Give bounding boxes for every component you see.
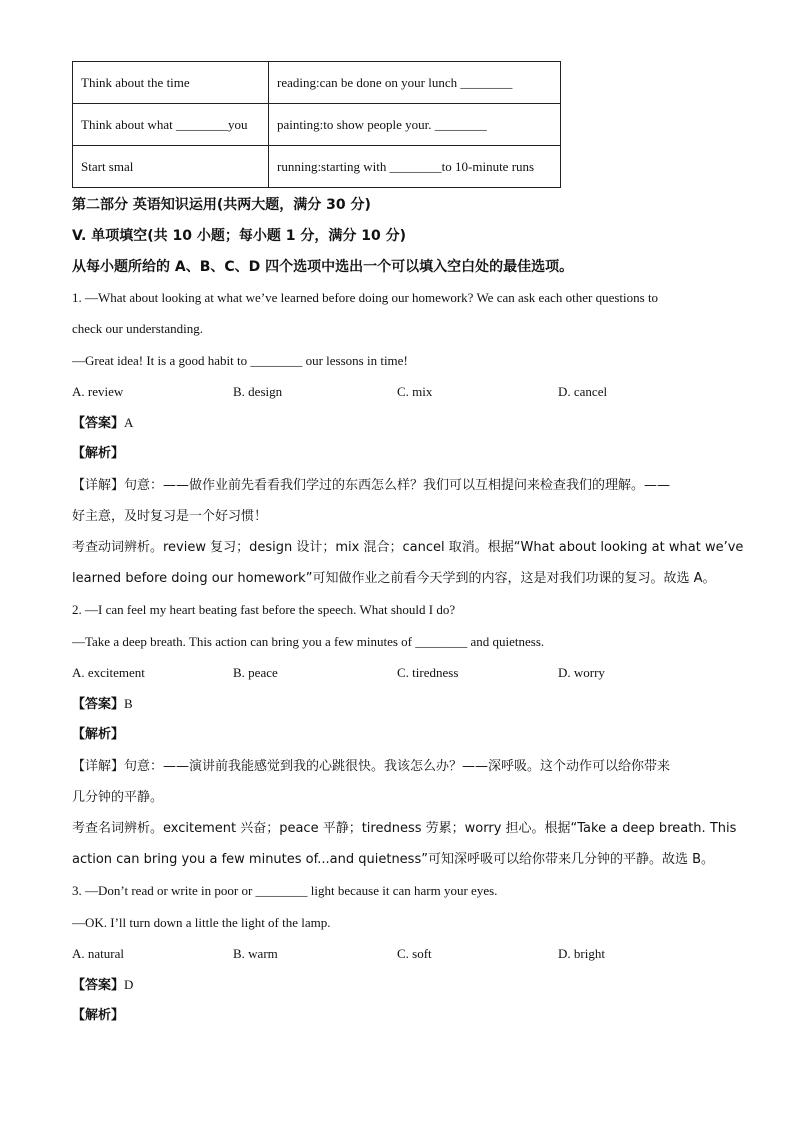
detail-text: 【详解】句意：——演讲前我能感觉到我的心跳很快。我该怎么办？——深呼吸。这个动作可以给你带来 [72,759,671,774]
table-cell: Think about what ________you [73,104,269,146]
detail-text: 好主意，及时复习是一个好习惯！ [72,509,268,524]
option: C. soft [397,946,432,961]
table-cell: Think about the time [73,62,269,104]
part-heading: V. 单项填空(共 10 小题；每小题 1 分，满分 10 分) [72,228,406,244]
option: D. worry [558,665,605,680]
option: A. review [72,384,124,399]
detail-text: learned before doing our homework”可知做作业之前看今天学到的内容，这是对我们功课的复习。故选 A。 [72,571,716,586]
table-cell: painting:to show people your. ________ [269,104,561,146]
detail-text: 几分钟的平静。 [72,790,164,805]
detail-text: 【详解】句意：——做作业前先看看我们学过的东西怎么样？我们可以互相提问来检查我们的理解。—— [72,478,671,493]
answer-label: 【答案】 [72,978,125,993]
table-cell: reading:can be done on your lunch ________ [269,62,561,104]
question-text: 1. —What about looking at what we’ve learned before doing our homework? We can ask each other questions to [72,290,659,305]
question-text: check our understanding. [72,321,204,336]
option: C. mix [397,384,433,399]
answer-value: D [124,977,134,992]
option: D. cancel [558,384,608,399]
table-cell: Start smal [73,146,269,188]
table-row [73,146,561,188]
answer-line [72,414,133,433]
option: C. tiredness [397,665,459,680]
option: B. warm [233,946,278,961]
instruction-text: 从每小题所给的 A、B、C、D 四个选项中选出一个可以填入空白处的最佳选项。 [72,259,574,275]
analysis-label: 【解析】 [72,1008,125,1023]
question-text: —Great idea! It is a good habit to ________ our lessons in time! [72,353,408,368]
option: B. peace [233,665,278,680]
question-text: —Take a deep breath. This action can bring you a few minutes of ________ and quietness. [72,634,545,649]
answer-label: 【答案】 [72,416,125,431]
option: A. natural [72,946,124,961]
option: A. excitement [72,665,145,680]
section-heading: 第二部分 英语知识运用(共两大题，满分 30 分) [72,197,371,213]
question-text: 3. —Don’t read or write in poor or ________ light because it can harm your eyes. [72,883,498,898]
analysis-label: 【解析】 [72,727,125,742]
table-row [73,104,561,146]
strategy-table [72,61,561,188]
analysis-label: 【解析】 [72,446,125,461]
answer-label: 【答案】 [72,697,125,712]
answer-value: B [124,696,133,711]
detail-text: 考查名词辨析。excitement 兴奋；peace 平静；tiredness 劳累；worry 担心。根据“Take a deep breath. This [72,821,737,836]
answer-value: A [124,415,134,430]
answer-line [72,695,133,714]
table-row [73,62,561,104]
detail-text: action can bring you a few minutes of...and quietness”可知深呼吸可以给你带来几分钟的平静。故选 B。 [72,852,715,867]
question-text: —OK. I’ll turn down a little the light of the lamp. [72,915,331,930]
option: D. bright [558,946,605,961]
table-cell: running:starting with ________to 10-minute runs [269,146,561,188]
detail-text: 考查动词辨析。review 复习；design 设计；mix 混合；cancel 取消。根据“What about looking at what we’ve [72,540,744,555]
question-text: 2. —I can feel my heart beating fast before the speech. What should I do? [72,602,456,617]
option: B. design [233,384,283,399]
answer-line [72,976,133,995]
